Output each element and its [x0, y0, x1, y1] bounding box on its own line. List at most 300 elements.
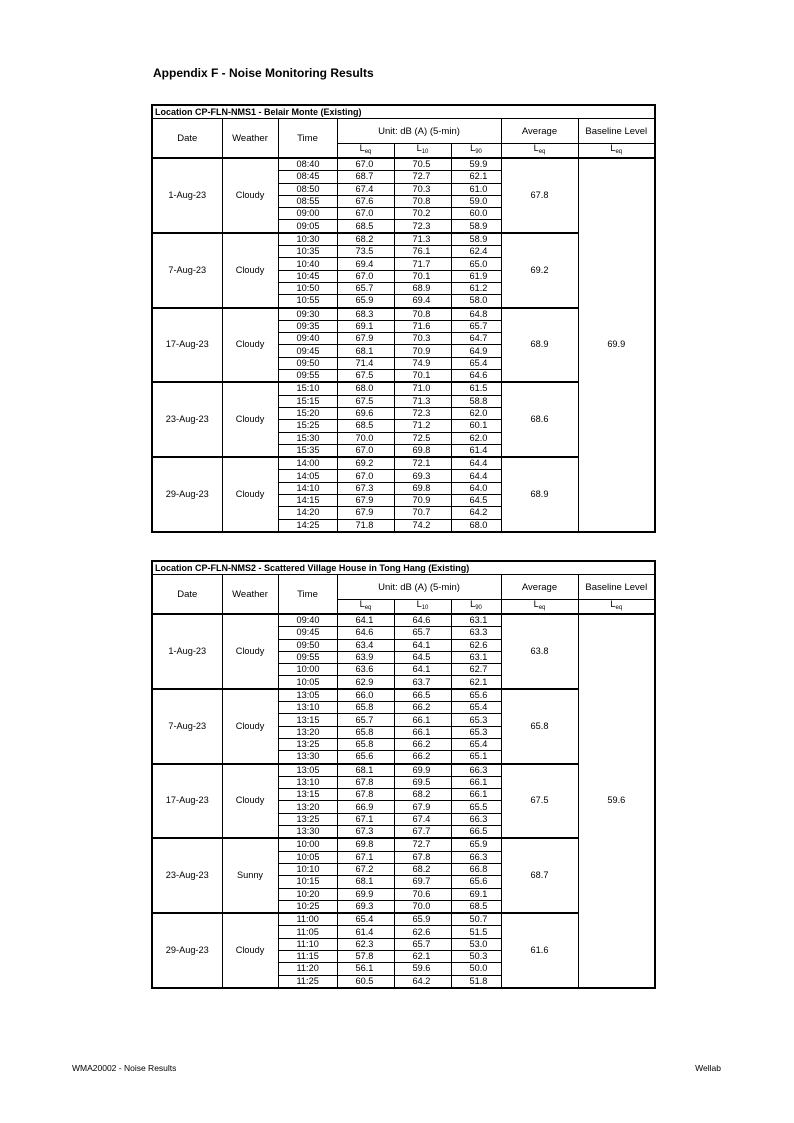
leq-cell: 62.9: [337, 676, 394, 689]
time-cell: 10:05: [278, 851, 337, 863]
average-cell: 63.8: [501, 614, 578, 689]
time-cell: 10:45: [278, 270, 337, 282]
leq-cell: 71.4: [337, 357, 394, 369]
leq-cell: 69.8: [337, 838, 394, 851]
l90-cell: 64.9: [451, 345, 501, 357]
date-cell: 17-Aug-23: [152, 764, 222, 839]
leq-cell: 65.8: [337, 702, 394, 714]
weather-cell: Cloudy: [222, 764, 278, 839]
leq-symbol: $L_{eq}$: [610, 143, 623, 155]
l90-cell: 61.0: [451, 183, 501, 195]
noise-table-1: [151, 104, 654, 533]
time-cell: 11:00: [278, 913, 337, 926]
l90-cell: 65.4: [451, 702, 501, 714]
date-cell: 29-Aug-23: [152, 457, 222, 532]
header-date: Date: [152, 575, 222, 615]
l90-cell: 66.8: [451, 863, 501, 875]
leq-cell: 68.1: [337, 876, 394, 888]
leq-cell: 64.1: [337, 614, 394, 627]
header-leq: [337, 600, 394, 615]
l90-cell: 60.1: [451, 420, 501, 432]
l90-cell: 64.0: [451, 482, 501, 494]
leq-cell: 63.6: [337, 664, 394, 676]
time-cell: 11:15: [278, 951, 337, 963]
l10-cell: 66.2: [394, 738, 451, 750]
time-cell: 11:10: [278, 938, 337, 950]
leq-cell: 65.4: [337, 913, 394, 926]
time-cell: 13:20: [278, 801, 337, 813]
l10-cell: 62.6: [394, 926, 451, 938]
l90-symbol: $L_{90}$: [470, 599, 482, 611]
time-cell: 09:50: [278, 357, 337, 369]
time-cell: 10:05: [278, 676, 337, 689]
leq-cell: 67.5: [337, 370, 394, 383]
l90-cell: 66.3: [451, 813, 501, 825]
time-cell: 10:20: [278, 888, 337, 900]
l90-cell: 65.1: [451, 751, 501, 764]
time-cell: 09:45: [278, 627, 337, 639]
l10-cell: 63.7: [394, 676, 451, 689]
l10-cell: 71.7: [394, 258, 451, 270]
time-cell: 14:00: [278, 457, 337, 470]
date-cell: 7-Aug-23: [152, 689, 222, 764]
time-cell: 13:25: [278, 738, 337, 750]
l10-cell: 70.9: [394, 495, 451, 507]
time-cell: 09:50: [278, 639, 337, 651]
header-baseline-leq: [578, 144, 655, 159]
leq-cell: 71.8: [337, 519, 394, 532]
l90-cell: 51.8: [451, 975, 501, 988]
time-cell: 13:10: [278, 776, 337, 788]
l10-cell: 66.2: [394, 702, 451, 714]
time-cell: 09:30: [278, 308, 337, 321]
leq-cell: 67.3: [337, 826, 394, 839]
l90-cell: 65.4: [451, 738, 501, 750]
time-cell: 09:45: [278, 345, 337, 357]
time-cell: 08:55: [278, 195, 337, 207]
l10-cell: 66.1: [394, 726, 451, 738]
l10-cell: 64.1: [394, 664, 451, 676]
l10-cell: 71.3: [394, 233, 451, 246]
l90-cell: 50.7: [451, 913, 501, 926]
l10-cell: 69.4: [394, 295, 451, 308]
l10-symbol: $L_{10}$: [416, 599, 429, 611]
weather-cell: Cloudy: [222, 158, 278, 233]
weather-cell: Cloudy: [222, 308, 278, 383]
leq-cell: 67.1: [337, 851, 394, 863]
l10-cell: 70.1: [394, 270, 451, 282]
leq-cell: 67.9: [337, 495, 394, 507]
time-cell: 14:05: [278, 470, 337, 482]
l10-cell: 64.5: [394, 651, 451, 663]
l90-cell: 50.3: [451, 951, 501, 963]
time-cell: 09:40: [278, 333, 337, 345]
time-cell: 10:25: [278, 900, 337, 913]
leq-cell: 68.0: [337, 382, 394, 395]
l10-cell: 69.9: [394, 764, 451, 777]
leq-cell: 64.6: [337, 627, 394, 639]
l10-cell: 70.6: [394, 888, 451, 900]
l10-cell: 72.1: [394, 457, 451, 470]
l90-cell: 61.2: [451, 282, 501, 294]
time-cell: 15:30: [278, 432, 337, 444]
time-cell: 09:40: [278, 614, 337, 627]
l90-cell: 68.0: [451, 519, 501, 532]
leq-cell: 61.4: [337, 926, 394, 938]
l90-cell: 58.8: [451, 395, 501, 407]
time-cell: 09:35: [278, 320, 337, 332]
l10-cell: 70.0: [394, 900, 451, 913]
l90-cell: 68.5: [451, 900, 501, 913]
l90-cell: 65.6: [451, 689, 501, 702]
time-cell: 13:10: [278, 702, 337, 714]
l90-cell: 66.1: [451, 776, 501, 788]
leq-cell: 67.1: [337, 813, 394, 825]
time-cell: 14:20: [278, 507, 337, 519]
l10-cell: 76.1: [394, 246, 451, 258]
l10-cell: 69.7: [394, 876, 451, 888]
l90-cell: 65.0: [451, 258, 501, 270]
l10-cell: 68.9: [394, 282, 451, 294]
l90-cell: 59.0: [451, 195, 501, 207]
header-baseline: Baseline Level: [578, 119, 655, 144]
time-cell: 09:05: [278, 220, 337, 233]
l90-cell: 65.3: [451, 714, 501, 726]
l10-cell: 66.2: [394, 751, 451, 764]
leq-symbol: $L_{eq}$: [533, 599, 546, 611]
leq-cell: 56.1: [337, 963, 394, 975]
l10-cell: 66.5: [394, 689, 451, 702]
time-cell: 13:30: [278, 826, 337, 839]
leq-cell: 67.8: [337, 789, 394, 801]
leq-cell: 68.1: [337, 345, 394, 357]
time-cell: 13:20: [278, 726, 337, 738]
time-cell: 10:10: [278, 863, 337, 875]
footer-document-code: WMA20002 - Noise Results: [72, 1063, 177, 1073]
l90-cell: 64.7: [451, 333, 501, 345]
header-l90: [451, 600, 501, 615]
l90-cell: 64.5: [451, 495, 501, 507]
header-l90: [451, 144, 501, 159]
l10-cell: 64.6: [394, 614, 451, 627]
l90-cell: 50.0: [451, 963, 501, 975]
average-cell: 65.8: [501, 689, 578, 764]
l90-cell: 63.1: [451, 651, 501, 663]
baseline-cell: 69.9: [578, 158, 655, 532]
l90-cell: 65.7: [451, 320, 501, 332]
time-cell: 08:50: [278, 183, 337, 195]
time-cell: 10:30: [278, 233, 337, 246]
l10-cell: 70.1: [394, 370, 451, 383]
footer-company: Wellab: [695, 1063, 721, 1073]
leq-cell: 67.0: [337, 158, 394, 171]
leq-cell: 57.8: [337, 951, 394, 963]
l10-cell: 67.9: [394, 801, 451, 813]
l90-cell: 66.3: [451, 764, 501, 777]
l90-cell: 61.4: [451, 444, 501, 457]
date-cell: 17-Aug-23: [152, 308, 222, 383]
l10-cell: 72.7: [394, 171, 451, 183]
leq-cell: 66.0: [337, 689, 394, 702]
l10-cell: 67.8: [394, 851, 451, 863]
table-row: [152, 158, 655, 171]
leq-cell: 67.2: [337, 863, 394, 875]
l10-cell: 65.7: [394, 938, 451, 950]
l90-cell: 64.8: [451, 308, 501, 321]
leq-cell: 65.7: [337, 282, 394, 294]
l90-cell: 60.0: [451, 208, 501, 220]
header-time: Time: [278, 119, 337, 159]
l10-cell: 70.3: [394, 183, 451, 195]
leq-cell: 68.5: [337, 220, 394, 233]
l90-cell: 58.0: [451, 295, 501, 308]
l10-cell: 70.9: [394, 345, 451, 357]
l90-cell: 65.4: [451, 357, 501, 369]
header-l10: [394, 144, 451, 159]
time-cell: 14:15: [278, 495, 337, 507]
l10-cell: 59.6: [394, 963, 451, 975]
leq-cell: 67.3: [337, 482, 394, 494]
l10-symbol: $L_{10}$: [416, 143, 429, 155]
location-label: Location CP-FLN-NMS2 - Scattered Village House in Tong Hang (Existing): [152, 561, 655, 575]
l90-symbol: $L_{90}$: [470, 143, 482, 155]
time-cell: 15:10: [278, 382, 337, 395]
header-average-leq: [501, 144, 578, 159]
time-cell: 15:35: [278, 444, 337, 457]
leq-symbol: $L_{eq}$: [359, 143, 372, 155]
header-unit: Unit: dB (A) (5-min): [337, 575, 501, 600]
leq-cell: 65.7: [337, 714, 394, 726]
leq-cell: 63.9: [337, 651, 394, 663]
leq-symbol: $L_{eq}$: [359, 599, 372, 611]
header-average-leq: [501, 600, 578, 615]
l90-cell: 62.0: [451, 432, 501, 444]
noise-results-table: [151, 104, 656, 533]
l10-cell: 67.7: [394, 826, 451, 839]
l90-cell: 61.5: [451, 382, 501, 395]
l10-cell: 69.3: [394, 470, 451, 482]
time-cell: 13:05: [278, 689, 337, 702]
header-average: Average: [501, 575, 578, 600]
date-cell: 29-Aug-23: [152, 913, 222, 988]
time-cell: 11:20: [278, 963, 337, 975]
leq-cell: 62.3: [337, 938, 394, 950]
leq-cell: 69.4: [337, 258, 394, 270]
noise-results-table: [151, 560, 656, 989]
l10-cell: 72.5: [394, 432, 451, 444]
l90-cell: 62.1: [451, 676, 501, 689]
l10-cell: 70.7: [394, 507, 451, 519]
header-leq: [337, 144, 394, 159]
l10-cell: 67.4: [394, 813, 451, 825]
leq-cell: 70.0: [337, 432, 394, 444]
average-cell: 68.6: [501, 382, 578, 457]
page-title: Appendix F - Noise Monitoring Results: [153, 66, 374, 80]
baseline-cell: 59.6: [578, 614, 655, 988]
time-cell: 10:15: [278, 876, 337, 888]
average-cell: 67.8: [501, 158, 578, 233]
l90-cell: 53.0: [451, 938, 501, 950]
header-time: Time: [278, 575, 337, 615]
l90-cell: 51.5: [451, 926, 501, 938]
time-cell: 13:05: [278, 764, 337, 777]
l90-cell: 66.3: [451, 851, 501, 863]
leq-cell: 69.2: [337, 457, 394, 470]
leq-cell: 67.4: [337, 183, 394, 195]
leq-cell: 69.6: [337, 407, 394, 419]
l10-cell: 71.2: [394, 420, 451, 432]
time-cell: 10:00: [278, 838, 337, 851]
l90-cell: 63.1: [451, 614, 501, 627]
time-cell: 10:55: [278, 295, 337, 308]
leq-cell: 67.0: [337, 270, 394, 282]
l10-cell: 64.1: [394, 639, 451, 651]
average-cell: 67.5: [501, 764, 578, 839]
date-cell: 23-Aug-23: [152, 382, 222, 457]
time-cell: 13:15: [278, 714, 337, 726]
leq-cell: 69.1: [337, 320, 394, 332]
leq-cell: 73.5: [337, 246, 394, 258]
l10-cell: 70.8: [394, 195, 451, 207]
average-cell: 69.2: [501, 233, 578, 308]
leq-cell: 68.3: [337, 308, 394, 321]
l90-cell: 65.9: [451, 838, 501, 851]
l90-cell: 64.4: [451, 470, 501, 482]
l90-cell: 64.2: [451, 507, 501, 519]
l90-cell: 62.0: [451, 407, 501, 419]
l90-cell: 62.6: [451, 639, 501, 651]
header-weather: Weather: [222, 575, 278, 615]
header-unit: Unit: dB (A) (5-min): [337, 119, 501, 144]
l90-cell: 69.1: [451, 888, 501, 900]
table-row: [152, 614, 655, 627]
l10-cell: 70.2: [394, 208, 451, 220]
header-l10: [394, 600, 451, 615]
l10-cell: 68.2: [394, 789, 451, 801]
l90-cell: 64.4: [451, 457, 501, 470]
average-cell: 68.9: [501, 457, 578, 532]
noise-table-2: [151, 560, 654, 989]
location-label: Location CP-FLN-NMS1 - Belair Monte (Existing): [152, 105, 655, 119]
average-cell: 61.6: [501, 913, 578, 988]
l90-cell: 62.7: [451, 664, 501, 676]
leq-cell: 65.9: [337, 295, 394, 308]
l10-cell: 65.9: [394, 913, 451, 926]
weather-cell: Cloudy: [222, 614, 278, 689]
leq-symbol: $L_{eq}$: [533, 143, 546, 155]
leq-cell: 67.0: [337, 208, 394, 220]
l10-cell: 72.3: [394, 220, 451, 233]
time-cell: 08:40: [278, 158, 337, 171]
weather-cell: Cloudy: [222, 233, 278, 308]
leq-cell: 65.8: [337, 738, 394, 750]
leq-cell: 68.2: [337, 233, 394, 246]
time-cell: 13:15: [278, 789, 337, 801]
l90-cell: 62.4: [451, 246, 501, 258]
l90-cell: 58.9: [451, 220, 501, 233]
l10-cell: 74.2: [394, 519, 451, 532]
l90-cell: 58.9: [451, 233, 501, 246]
l10-cell: 70.5: [394, 158, 451, 171]
weather-cell: Cloudy: [222, 382, 278, 457]
leq-cell: 68.1: [337, 764, 394, 777]
l10-cell: 70.3: [394, 333, 451, 345]
leq-cell: 69.3: [337, 900, 394, 913]
date-cell: 1-Aug-23: [152, 158, 222, 233]
l10-cell: 72.3: [394, 407, 451, 419]
l10-cell: 64.2: [394, 975, 451, 988]
time-cell: 09:55: [278, 651, 337, 663]
l10-cell: 62.1: [394, 951, 451, 963]
leq-cell: 66.9: [337, 801, 394, 813]
weather-cell: Cloudy: [222, 689, 278, 764]
l10-cell: 65.7: [394, 627, 451, 639]
leq-cell: 67.9: [337, 507, 394, 519]
leq-cell: 67.6: [337, 195, 394, 207]
l90-cell: 65.6: [451, 876, 501, 888]
leq-cell: 65.6: [337, 751, 394, 764]
time-cell: 14:10: [278, 482, 337, 494]
l90-cell: 64.6: [451, 370, 501, 383]
header-weather: Weather: [222, 119, 278, 159]
leq-cell: 69.9: [337, 888, 394, 900]
l10-cell: 66.1: [394, 714, 451, 726]
leq-cell: 67.0: [337, 470, 394, 482]
leq-cell: 68.7: [337, 171, 394, 183]
time-cell: 15:20: [278, 407, 337, 419]
time-cell: 10:40: [278, 258, 337, 270]
weather-cell: Sunny: [222, 838, 278, 913]
l90-cell: 62.1: [451, 171, 501, 183]
time-cell: 15:25: [278, 420, 337, 432]
date-cell: 7-Aug-23: [152, 233, 222, 308]
time-cell: 08:45: [278, 171, 337, 183]
l10-cell: 69.8: [394, 444, 451, 457]
header-baseline: Baseline Level: [578, 575, 655, 600]
weather-cell: Cloudy: [222, 457, 278, 532]
leq-cell: 67.9: [337, 333, 394, 345]
time-cell: 09:00: [278, 208, 337, 220]
l10-cell: 68.2: [394, 863, 451, 875]
header-baseline-leq: [578, 600, 655, 615]
l10-cell: 71.6: [394, 320, 451, 332]
l10-cell: 74.9: [394, 357, 451, 369]
time-cell: 10:35: [278, 246, 337, 258]
l10-cell: 71.3: [394, 395, 451, 407]
weather-cell: Cloudy: [222, 913, 278, 988]
time-cell: 11:25: [278, 975, 337, 988]
time-cell: 14:25: [278, 519, 337, 532]
time-cell: 10:50: [278, 282, 337, 294]
leq-cell: 60.5: [337, 975, 394, 988]
l10-cell: 70.8: [394, 308, 451, 321]
l90-cell: 63.3: [451, 627, 501, 639]
l10-cell: 69.8: [394, 482, 451, 494]
leq-cell: 68.5: [337, 420, 394, 432]
leq-cell: 67.0: [337, 444, 394, 457]
l10-cell: 72.7: [394, 838, 451, 851]
l90-cell: 59.9: [451, 158, 501, 171]
average-cell: 68.7: [501, 838, 578, 913]
leq-symbol: $L_{eq}$: [610, 599, 623, 611]
date-cell: 23-Aug-23: [152, 838, 222, 913]
time-cell: 13:30: [278, 751, 337, 764]
l90-cell: 61.9: [451, 270, 501, 282]
leq-cell: 63.4: [337, 639, 394, 651]
l10-cell: 69.5: [394, 776, 451, 788]
l90-cell: 65.5: [451, 801, 501, 813]
time-cell: 10:00: [278, 664, 337, 676]
